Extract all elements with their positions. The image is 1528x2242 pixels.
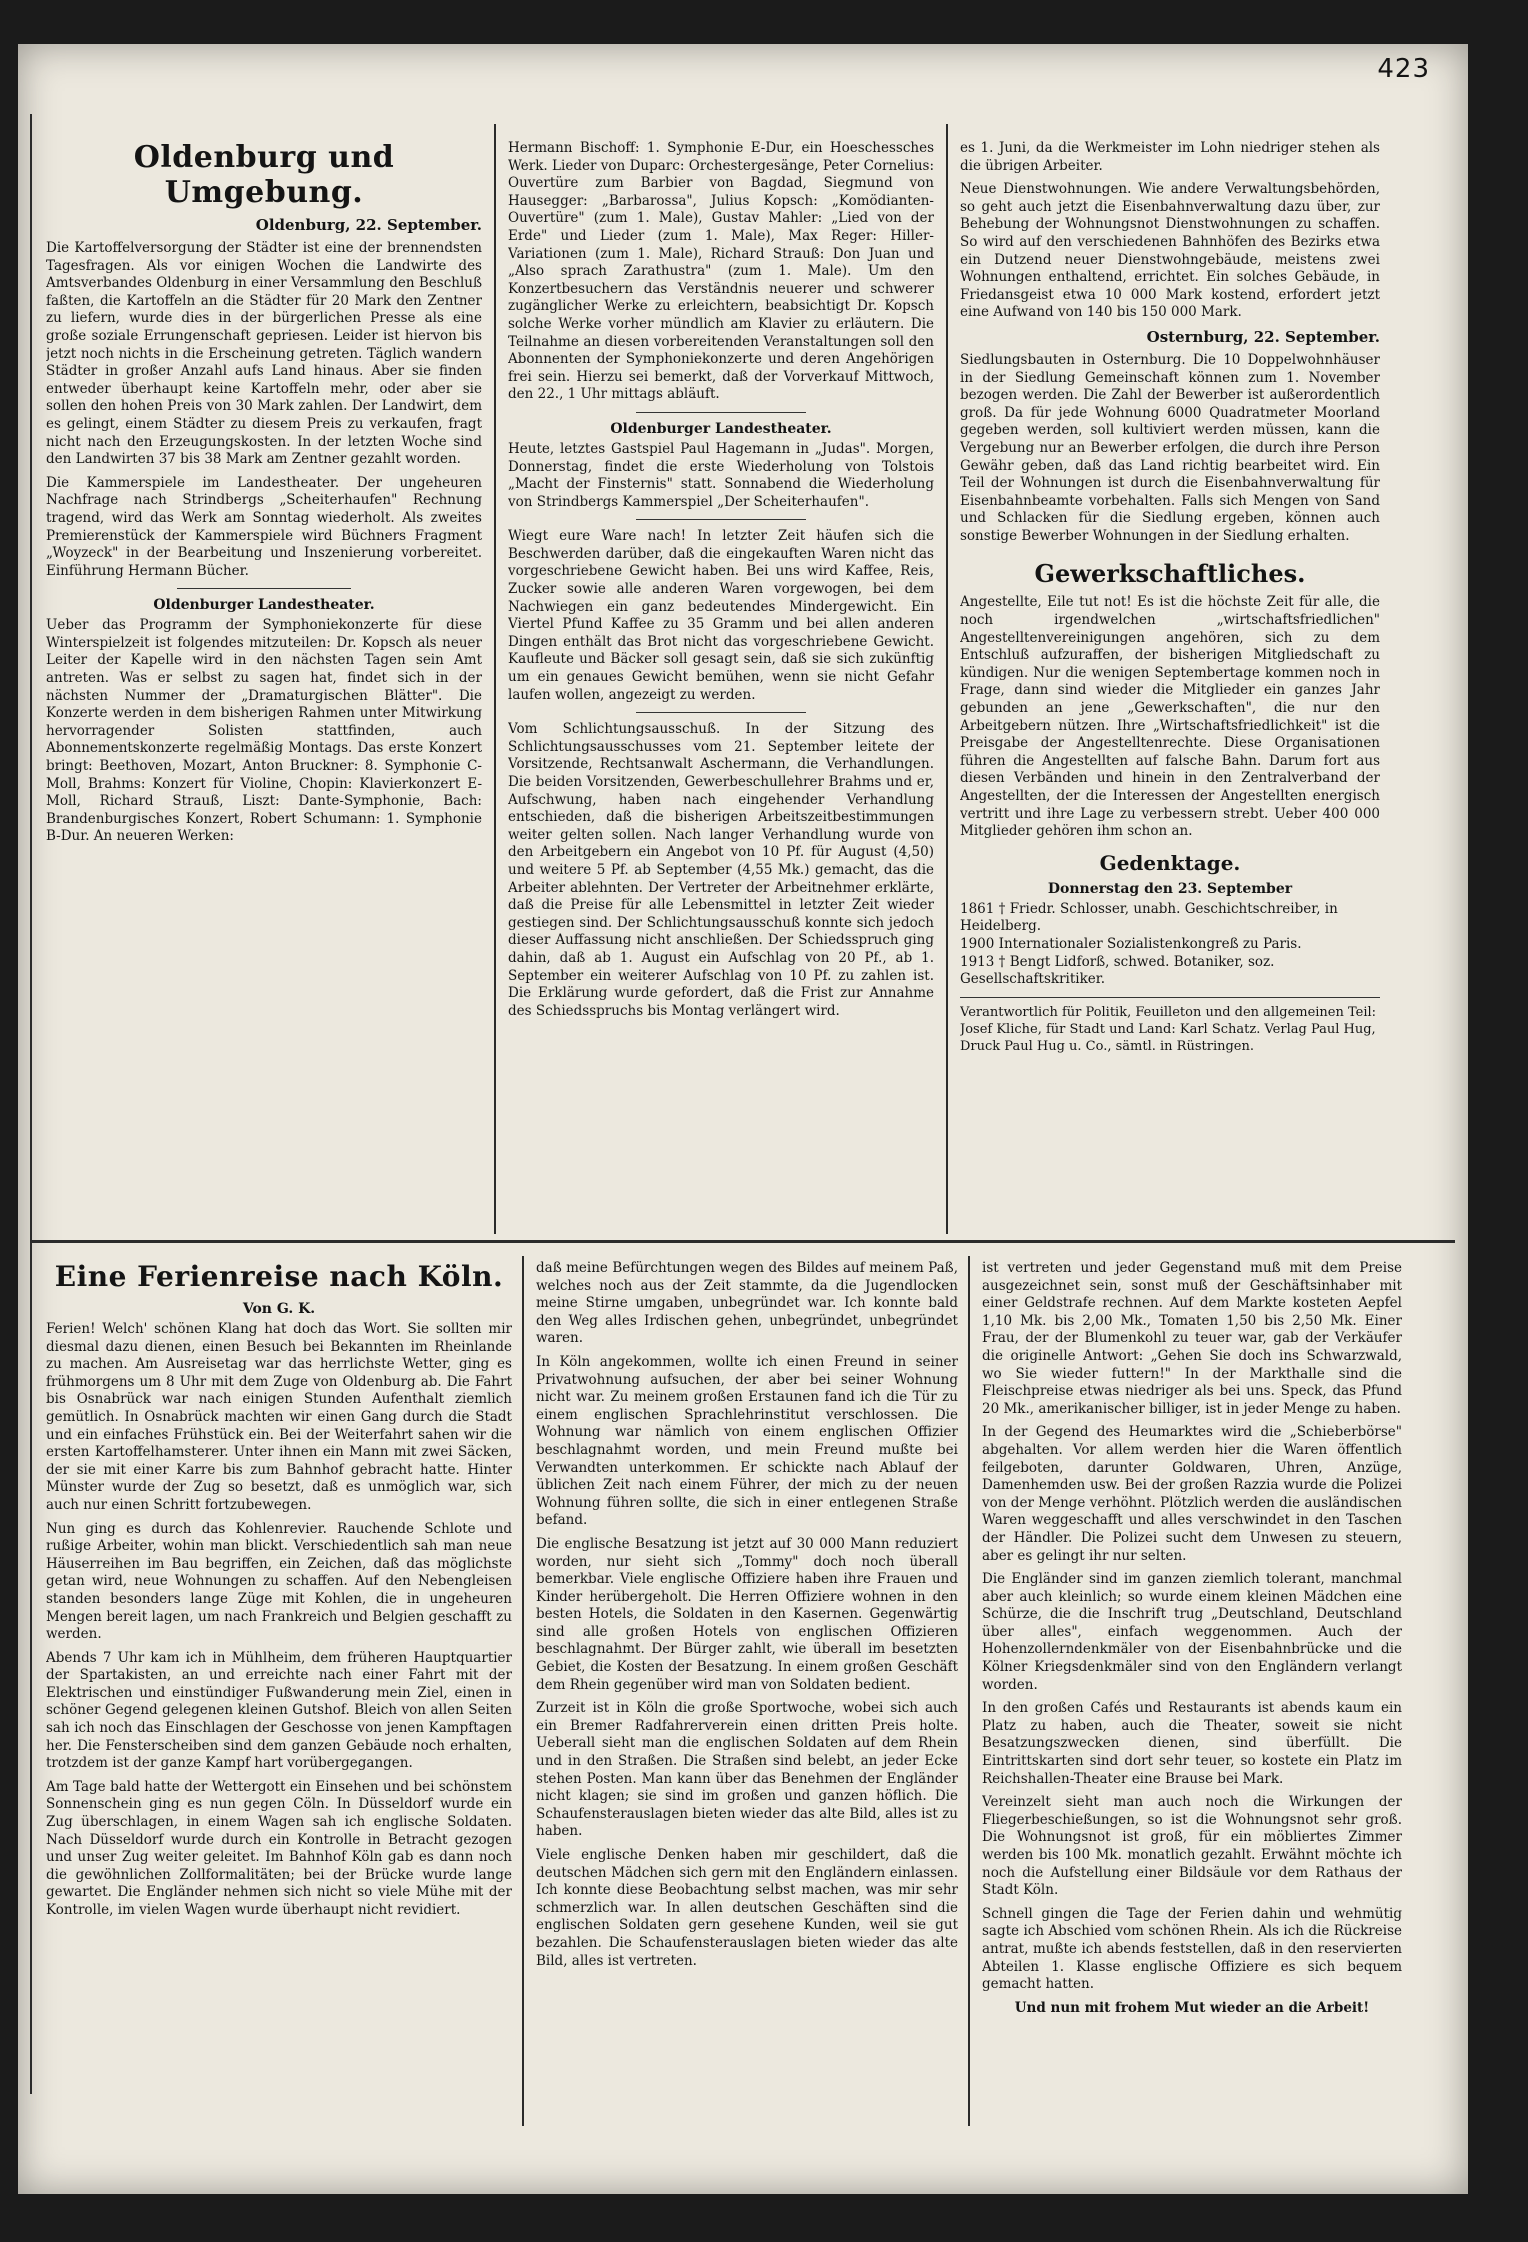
koeln-column: [536, 1260, 958, 2124]
ferienreise-paragraph: Am Tage bald hatte der Wettergott ein Einsehen und bei schönstem Sonnenschein ging es nun gegen Cöln. In Düsseldorf wurde ein Zug überschlagen, in einem Wagen sah ich englische Soldaten. Nach Düsseldorf wurde durch ein Kontrolle in Betracht gezogen und unser Zug weiter geleitet. Im Bahnhof Köln gab es dann noch die gewöhnlichen Zollformalitäten; bei der Brücke wurde lange gewartet. Die Engländer nehmen sich nicht so viele Mühe mit der Kontrolle, im vielen Wagen wurde überhaupt nicht revidiert.: [46, 1778, 512, 1918]
ferienreise-author: Von G. K.: [242, 1301, 316, 1317]
landestheater-subhead: Oldenburger Landestheater.: [610, 420, 832, 437]
column-rule-2: [946, 124, 948, 1234]
oldenburg-column: [46, 140, 482, 1234]
angestellte-article: Angestellte, Eile tut not! Es ist die höchste Zeit für alle, die noch irgendwelchen „wirtschaftsfriedlichen" Angestelltenvereinigungen angehören, sich zu dem Entschluß aufzuraffen, der bisherigen Mitgliedschaft zu kündigen. Nur die wenigen Septembertage kommen noch in Frage, dann sind wieder die Mitglieder ein ganzes Jahr gebunden an jene „Gewerkschaften", die nur den Arbeitgebern nützen. Ihre „Wirtschaftsfriedlichkeit" ist die Preisgabe der Angestelltenrechte. Diese Organisationen führen die Angestellten auf falsche Bahn. Darum fort aus diesen Verbänden und hinein in den Zentralverband der Angestellten, der die Interessen der Angestellten energisch vertritt und ihre Lage zu verbessern strebt. Ueber 400 000 Mitglieder gehören ihm schon an.: [960, 594, 1380, 840]
column-rule-1: [494, 124, 496, 1234]
gedenktage-entry: 1861 † Friedr. Schlosser, unabh. Geschichtschreiber, in Heidelberg.: [960, 900, 1338, 935]
divider: [960, 997, 1380, 998]
closing-line: Und nun mit frohem Mut wieder an die Arbeit!: [1014, 1999, 1370, 2016]
right-column: [960, 140, 1380, 1234]
section-rule: [30, 1240, 1455, 1243]
concert-program-text: Hermann Bischoff: 1. Symphonie E-Dur, ein Hoeschessches Werk. Lieder von Duparc: Orchestergesänge, Peter Cornelius: Ouvertüre zum Barbier von Bagdad, Siegmund von Hausegger: „Barbarossa", Julius Kopsch: „Komödianten-Ouvertüre" (zum 1. Male), Gustav Mahler: „Lied von der Erde" und Lieder (zum 1. Male), Max Reger: Hiller-Variationen (zum 1. Male), Richard Strauß: Don Juan und „Also sprach Zarathustra" (zum 1. Male). Um den Konzertbesuchern das Verständnis neuerer und schwerer zugänglicher Werke zu erleichtern, beabsichtigt Dr. Kopsch solche Werke vorher mündlich am Klavier zu erläutern. Die Teilnahme an diesen vorbereitenden Veranstaltungen soll den Abonnenten der Symphoniekonzerte und deren Angehörigen frei sein. Hierzu sei bemerkt, daß der Vorverkauf Mittwoch, den 22., 1 Uhr mittags abläuft.: [508, 140, 934, 403]
siedlungsbauten-article: Siedlungsbauten in Osternburg. Die 10 Doppelwohnhäuser in der Siedlung Gemeinschaft können zum 1. November bezogen werden. Die Zahl der Bewerber ist außerordentlich groß. Da für jede Wohnung 6000 Quadratmeter Moorland gegeben werden, soll kultiviert werden müssen, kann die Vergebung nur an Bewerber erfolgen, die durch ihre Person Gewähr geben, daß das Land richtig bearbeitet wird. Ein Teil der Wohnungen ist durch die Eisenbahnverwaltung für Eisenbahnbeamte vorbehalten. Falls sich Mengen von Sand und Schlacken für die Siedlung ergeben, können auch sonstige Bewerber Wohnungen in der Siedlung erhalten.: [960, 351, 1380, 544]
divider: [636, 519, 806, 520]
werkmeister-continuation: es 1. Juni, da die Werkmeister im Lohn niedriger stehen als die übrigen Arbeiter.: [960, 140, 1380, 174]
wiegt-ware-article: Wiegt eure Ware nach! In letzter Zeit häufen sich die Beschwerden darüber, daß die eingekauften Waren nicht das vorgeschriebene Gewicht haben. Bei uns wird Kaffee, Reis, Zucker sowie alle anderen Waren vorgewogen, bei dem Nachwiegen ein ganz bedeutendes Mindergewicht. Ein Viertel Pfund Kaffee zu 35 Gramm und bei allen anderen Dingen enthält das Brot nicht das vorgeschriebene Gewicht. Kaufleute und Bäcker soll gesagt sein, daß sie sich zukünftig um ein genaues Gewicht bemühen, wenn sie nicht Gefahr laufen wollen, angezeigt zu werden.: [508, 528, 934, 703]
local-news-column: [508, 140, 934, 1234]
koeln-paragraph: Viele englische Denken haben mir geschildert, daß die deutschen Mädchen sich gern mit den Engländern einlassen. Ich konnte diese Beobachtung selbst machen, was mir sehr schmerzlich war. In allen deutschen Geschäften sind die englischen Soldaten gern gesehene Kunden, weil sie gut bezahlen. Die Schaufensterauslagen bieten wieder das alte Bild, alles ist vertreten.: [536, 1847, 958, 1969]
preise-column: [982, 1260, 1402, 2124]
column-rule-4: [968, 1256, 970, 2126]
oldenburg-article-kammerspiele: Die Kammerspiele im Landestheater. Der ungeheuren Nachfrage nach Strindbergs „Scheiterhaufen" Rechnung tragend, wird das Werk am Sonntag wiederholt. Als zweites Premierenstück der Kammerspiele wird Büchners Fragment „Woyzeck" in der Bearbeitung und Inszenierung vorbereitet. Einführung Hermann Bücher.: [46, 474, 482, 579]
koeln-paragraph: Die englische Besatzung ist jetzt auf 30 000 Mann reduziert worden, nur sieht sich „Tommy" doch noch überall bemerkbar. Viele englische Offiziere haben ihre Frauen und Kinder herübergeholt. Die Herren Offiziere wohnen in den besten Hotels, die Soldaten in den Kasernen. Gegenwärtig sind alle großen Hotels von englischen Offizieren beschlagnahmt. Der Bürger zahlt, wie überall im besetzten Gebiet, die Kosten der Besatzung. In einem großen Geschäft dem Rhein gegenüber wird man von Soldaten bedient.: [536, 1535, 958, 1693]
preise-paragraph: In der Gegend des Heumarktes wird die „Schieberbörse" abgehalten. Vor allem werden hier die Waren öffentlich feilgeboten, darunter Goldwaren, Uhren, Anzüge, Damenhemden usw. Bei der großen Razzia wurde die Polizei von der Menge verhöhnt. Plötzlich werden die ausländischen Waren weggeschafft und alles verschwindet in den Taschen der Händler. Die Polizei sucht dem Unwesen zu steuern, aber es gelingt ihr nur selten.: [982, 1424, 1402, 1564]
dienstwohnungen-article: Neue Dienstwohnungen. Wie andere Verwaltungsbehörden, so geht auch jetzt die Eisenbahnverwaltung dazu über, zur Behebung der Wohnungsnot Dienstwohnungen zu schaffen. So wird auf den verschiedenen Bahnhöfen des Bezirks etwa ein Dutzend neuer Dienstwohngebäude, meistens zwei Wohnungen enthaltend, errichtet. Ein solches Gebäude, in Friedansgeist etwa 10 000 Mark kostend, erfordert jetzt eine Aufwand von 140 bis 150 000 Mark.: [960, 181, 1380, 321]
gedenktage-list: [960, 901, 1380, 989]
gewerkschaftliches-headline: Gewerkschaftliches.: [1034, 559, 1306, 589]
oldenburg-dateline: Oldenburg, 22. September.: [255, 216, 482, 234]
oldenburg-headline: Oldenburg und Umgebung.: [133, 140, 395, 210]
page-number: 423: [1377, 54, 1430, 84]
gedenktage-date: Donnerstag den 23. September: [1047, 880, 1293, 897]
ferienreise-paragraph: Ferien! Welch' schönen Klang hat doch das Wort. Sie sollten mir diesmal dazu dienen, einen Besuch bei Bekannten im Rheinlande zu machen. Am Ausreisetag war das herrlichste Wetter, ging es frühmorgens um 8 Uhr mit dem Zuge von Oldenburg ab. Die Fahrt bis Osnabrück war nach einigen Stunden Aufenthalt ziemlich gemütlich. In Osnabrück machten wir einen Gang durch die Stadt und ein einfaches Frühstück ein. Bei der Weiterfahrt sahen wir die ersten Kartoffelhamsterer. Unter ihnen ein Mann mit zwei Säcken, der sie mit einer Karre bis zum Bahnhof gebracht hatte. Hinter Münster wurde der Zug so besetzt, daß es unmöglich war, sich auch nur einen Schritt fortzubewegen.: [46, 1321, 512, 1513]
preise-paragraph: Schnell gingen die Tage der Ferien dahin und wehmütig sagte ich Abschied vom schönen Rhein. Als ich die Rückreise antrat, mußte ich abends feststellen, daß in den reservierten Abteilen 1. Klasse englische Offiziere es sich bequem gemacht hatten.: [982, 1905, 1402, 1993]
oldenburg-article-kartoffel: Die Kartoffelversorgung der Städter ist eine der brennendsten Tagesfragen. Als vor einigen Wochen die Landwirte des Amtsverbandes Oldenburg in einer Versammlung den Beschluß faßten, die Kartoffeln an die Städter für 20 Mark den Zentner zu liefern, wurde dies in der bürgerlichen Presse als eine große soziale Errungenschaft gepriesen. Leider ist hiervon bis jetzt noch nichts in die Erscheinung getreten. Täglich wandern Städter in großer Anzahl aufs Land hinaus. Aber sie finden entweder überhaupt keine Kartoffeln mehr, oder aber sie sollen den hohen Preis von 30 Mark zahlen. Der Landwirt, dem es gelingt, einem Städter zu diesem Preis zu verkaufen, fragt nicht nach den Erzeugungskosten. In der letzten Woche sind den Landwirten 37 bis 38 Mark am Zentner gezahlt worden.: [46, 240, 482, 468]
schlichtungsausschuss-article: Vom Schlichtungsausschuß. In der Sitzung des Schlichtungsausschusses vom 21. September leitete der Vorsitzende, Rechtsanwalt Aschermann, die Verhandlungen. Die beiden Vorsitzenden, Gewerbeschullehrer Brahms und er, Aufschwung, haben nach eingehender Verhandlung entschieden, daß die bisherigen Arbeitszeitbestimmungen weiter gelten sollen. Nach langer Verhandlung wurde von den Arbeitgebern ein Angebot von 10 Pf. für August (4,50) und weitere 5 Pf. ab September (4,55 Mk.) gemacht, das die Arbeiter ablehnten. Der Vertreter der Arbeitnehmer erklärte, daß die Preise für alle Lebensmittel in letzter Zeit wieder gestiegen sind. Der Schlichtungsausschuß konnte sich jedoch dieser Auffassung nicht anschließen. Der Schiedsspruch ging dahin, daß ab 1. August ein Aufschlag von 20 Pf., ab 1. September ein weiterer Aufschlag von 10 Pf. zu zahlen ist. Die Erklärung wurde gefordert, daß die Frist zur Annahme des Schiedsspruchs bis Montag verlängert wird.: [508, 721, 934, 1019]
oldenburg-subhead-landestheater: Oldenburger Landestheater.: [153, 597, 375, 614]
ferienreise-headline: Eine Ferienreise nach Köln.: [54, 1260, 504, 1293]
gedenktage-entry: 1900 Internationaler Sozialistenkongreß zu Paris.: [960, 935, 1302, 952]
impressum: Verantwortlich für Politik, Feuilleton und den allgemeinen Teil: Josef Kliche, für Stadt und Land: Karl Schatz. Verlag Paul Hug, Druck Paul Hug u. Co., sämtl. in Rüstringen.: [960, 1004, 1377, 1054]
column-rule-3: [522, 1256, 524, 2126]
divider: [636, 412, 806, 413]
newspaper-page: [18, 44, 1468, 2194]
koeln-paragraph: Zurzeit ist in Köln die große Sportwoche, wobei sich auch ein Bremer Radfahrerverein einen dritten Preis holte. Ueberall sieht man die englischen Soldaten auf dem Rhein und in den Straßen. Die Straßen sind belebt, an jeder Ecke stehen Posten. Man kann über das Benehmen der Engländer nicht klagen; sie sind im großen und ganzen höflich. Die Schaufensterauslagen bieten wieder das alte Bild, alles ist zu haben.: [536, 1700, 958, 1840]
gedenktage-headline: Gedenktage.: [1099, 850, 1241, 875]
left-border-rule: [30, 114, 32, 2094]
ferienreise-paragraph: Nun ging es durch das Kohlenrevier. Rauchende Schlote und rußige Arbeiter, wohin man blickt. Verschiedentlich sah man neue Häuserreihen im Bau begriffen, ein Zeichen, daß das möglichste getan wird, neue Wohnungen zu schaffen. Auf den Nebengleisen standen besonders lange Züge mit Kohlen, die in ungeheuren Mengen bereit lagen, um nach Frankreich und Belgien geschafft zu werden.: [46, 1520, 512, 1643]
koeln-paragraph: daß meine Befürchtungen wegen des Bildes auf meinem Paß, welches noch aus der Zeit stammte, da die Jugendlocken meine Stirne umgaben, unbegründet war. Ich konnte bald den Weg alles Irdischen gehen, unbegründet, unbegründet waren.: [536, 1260, 958, 1347]
preise-paragraph: ist vertreten und jeder Gegenstand muß mit dem Preise ausgezeichnet sein, sonst muß der Geschäftsinhaber mit einer Geldstrafe rechnen. Auf dem Markte kosteten Aepfel 1,10 Mk. bis 2,00 Mk., Tomaten 1,50 bis 2,50 Mk. Einer Frau, der der Blumenkohl zu teuer war, gab der Verkäufer die originelle Antwort: „Gehen Sie doch ins Schwarzwald, wo Sie wieder futtern!" In der Markthalle sind die Fleischpreise etwas niedriger als bei uns. Speck, das Pfund 20 Mk., amerikanischer billiger, ist in jeder Menge zu haben.: [982, 1260, 1402, 1417]
preise-paragraph: Die Engländer sind im ganzen ziemlich tolerant, manchmal aber auch kleinlich; so wurde einem kleinen Mädchen eine Schürze, die die Inschrift trug „Deutschland, Deutschland über alles", einfach weggenommen. Auch der Hohenzollerndenkmäler von der Eisenbahnbrücke und die Kölner Kriegsdenkmäler sind von den Engländern verlangt worden.: [982, 1571, 1402, 1693]
koeln-paragraph: In Köln angekommen, wollte ich einen Freund in seiner Privatwohnung aufsuchen, der aber bei seiner Wohnung nicht war. Zu meinem großen Erstaunen fand ich die Tür zu einem englischen Sprachlehrinstitut verschlossen. Die Wohnung war nämlich von einem englischen Offizier beschlagnahmt worden, und mein Freund mußte bei Verwandten unterkommen. Er schickte nach Ablauf der üblichen Zeit nach einem Führer, der mich zu der neuen Wohnung führen sollte, die sich in einer entlegenen Straße befand.: [536, 1353, 958, 1529]
gedenktage-entry: 1913 † Bengt Lidforß, schwed. Botaniker, soz. Gesellschaftskritiker.: [960, 953, 1275, 988]
preise-paragraph: Vereinzelt sieht man auch noch die Wirkungen der Fliegerbeschießungen, so ist die Wohnungsnot sehr groß. Die Wohnungsnot ist groß, für ein möbliertes Zimmer werden bis 100 Mk. monatlich gezahlt. Erwähnt möchte ich noch die Aufstellung einer Bildsäule vor dem Rathaus der Stadt Köln.: [982, 1794, 1402, 1899]
divider: [636, 712, 806, 713]
preise-paragraph: In den großen Cafés und Restaurants ist abends kaum ein Platz zu haben, auch die Theater, soweit sie nicht Besatzungszwecken dienen, sind überfüllt. Die Eintrittskarten sind dort sehr teuer, so kostete ein Platz im Reichshallen-Theater eine Brause bei Mark.: [982, 1700, 1402, 1787]
divider: [177, 588, 351, 589]
ferienreise-column: [46, 1260, 512, 2124]
landestheater-article: Heute, letztes Gastspiel Paul Hagemann in „Judas". Morgen, Donnerstag, findet die erste Wiederholung von Tolstois „Macht der Finsternis" statt. Sonnabend die Wiederholung von Strindbergs Kammerspiel „Der Scheiterhaufen".: [508, 440, 934, 510]
oldenburg-article-konzerte: Ueber das Programm der Symphoniekonzerte für diese Winterspielzeit ist folgendes mitzuteilen: Dr. Kopsch als neuer Leiter der Kapelle wird in den nächsten Tagen sein Amt antreten. Was er selbst zu sagen hat, findet sich in der nächsten Nummer der „Dramaturgischen Blätter". Die Konzerte werden in dem bisherigen Rahmen unter Mitwirkung hervorragender Solisten stattfinden, auch Abonnementskonzerte regelmäßig Montags. Das erste Konzert bringt: Beethoven, Mozart, Anton Bruckner: 8. Symphonie C-Moll, Brahms: Konzert für Violine, Chopin: Klavierkonzert E-Moll, Richard Strauß, Liszt: Dante-Symphonie, Bach: Brandenburgisches Konzert, Robert Schumann: 1. Symphonie B-Dur. An neueren Werken:: [46, 617, 482, 845]
osternburg-dateline: Osternburg, 22. September.: [1146, 327, 1380, 346]
ferienreise-paragraph: Abends 7 Uhr kam ich in Mühlheim, dem früheren Hauptquartier der Spartakisten, an und erreichte nach einer Fahrt mit der Elektrischen und einstündiger Fußwanderung mein Ziel, einen in schöner Gegend gelegenen kleinen Gutshof. Bleich von allen Seiten sah ich noch das Einschlagen der Geschosse von jenen Kampftagen her. Die Fensterscheiben sind dem ganzen Gebäude noch erhalten, trotzdem ist der ganze Kampf hart vorübergegangen.: [46, 1649, 512, 1772]
